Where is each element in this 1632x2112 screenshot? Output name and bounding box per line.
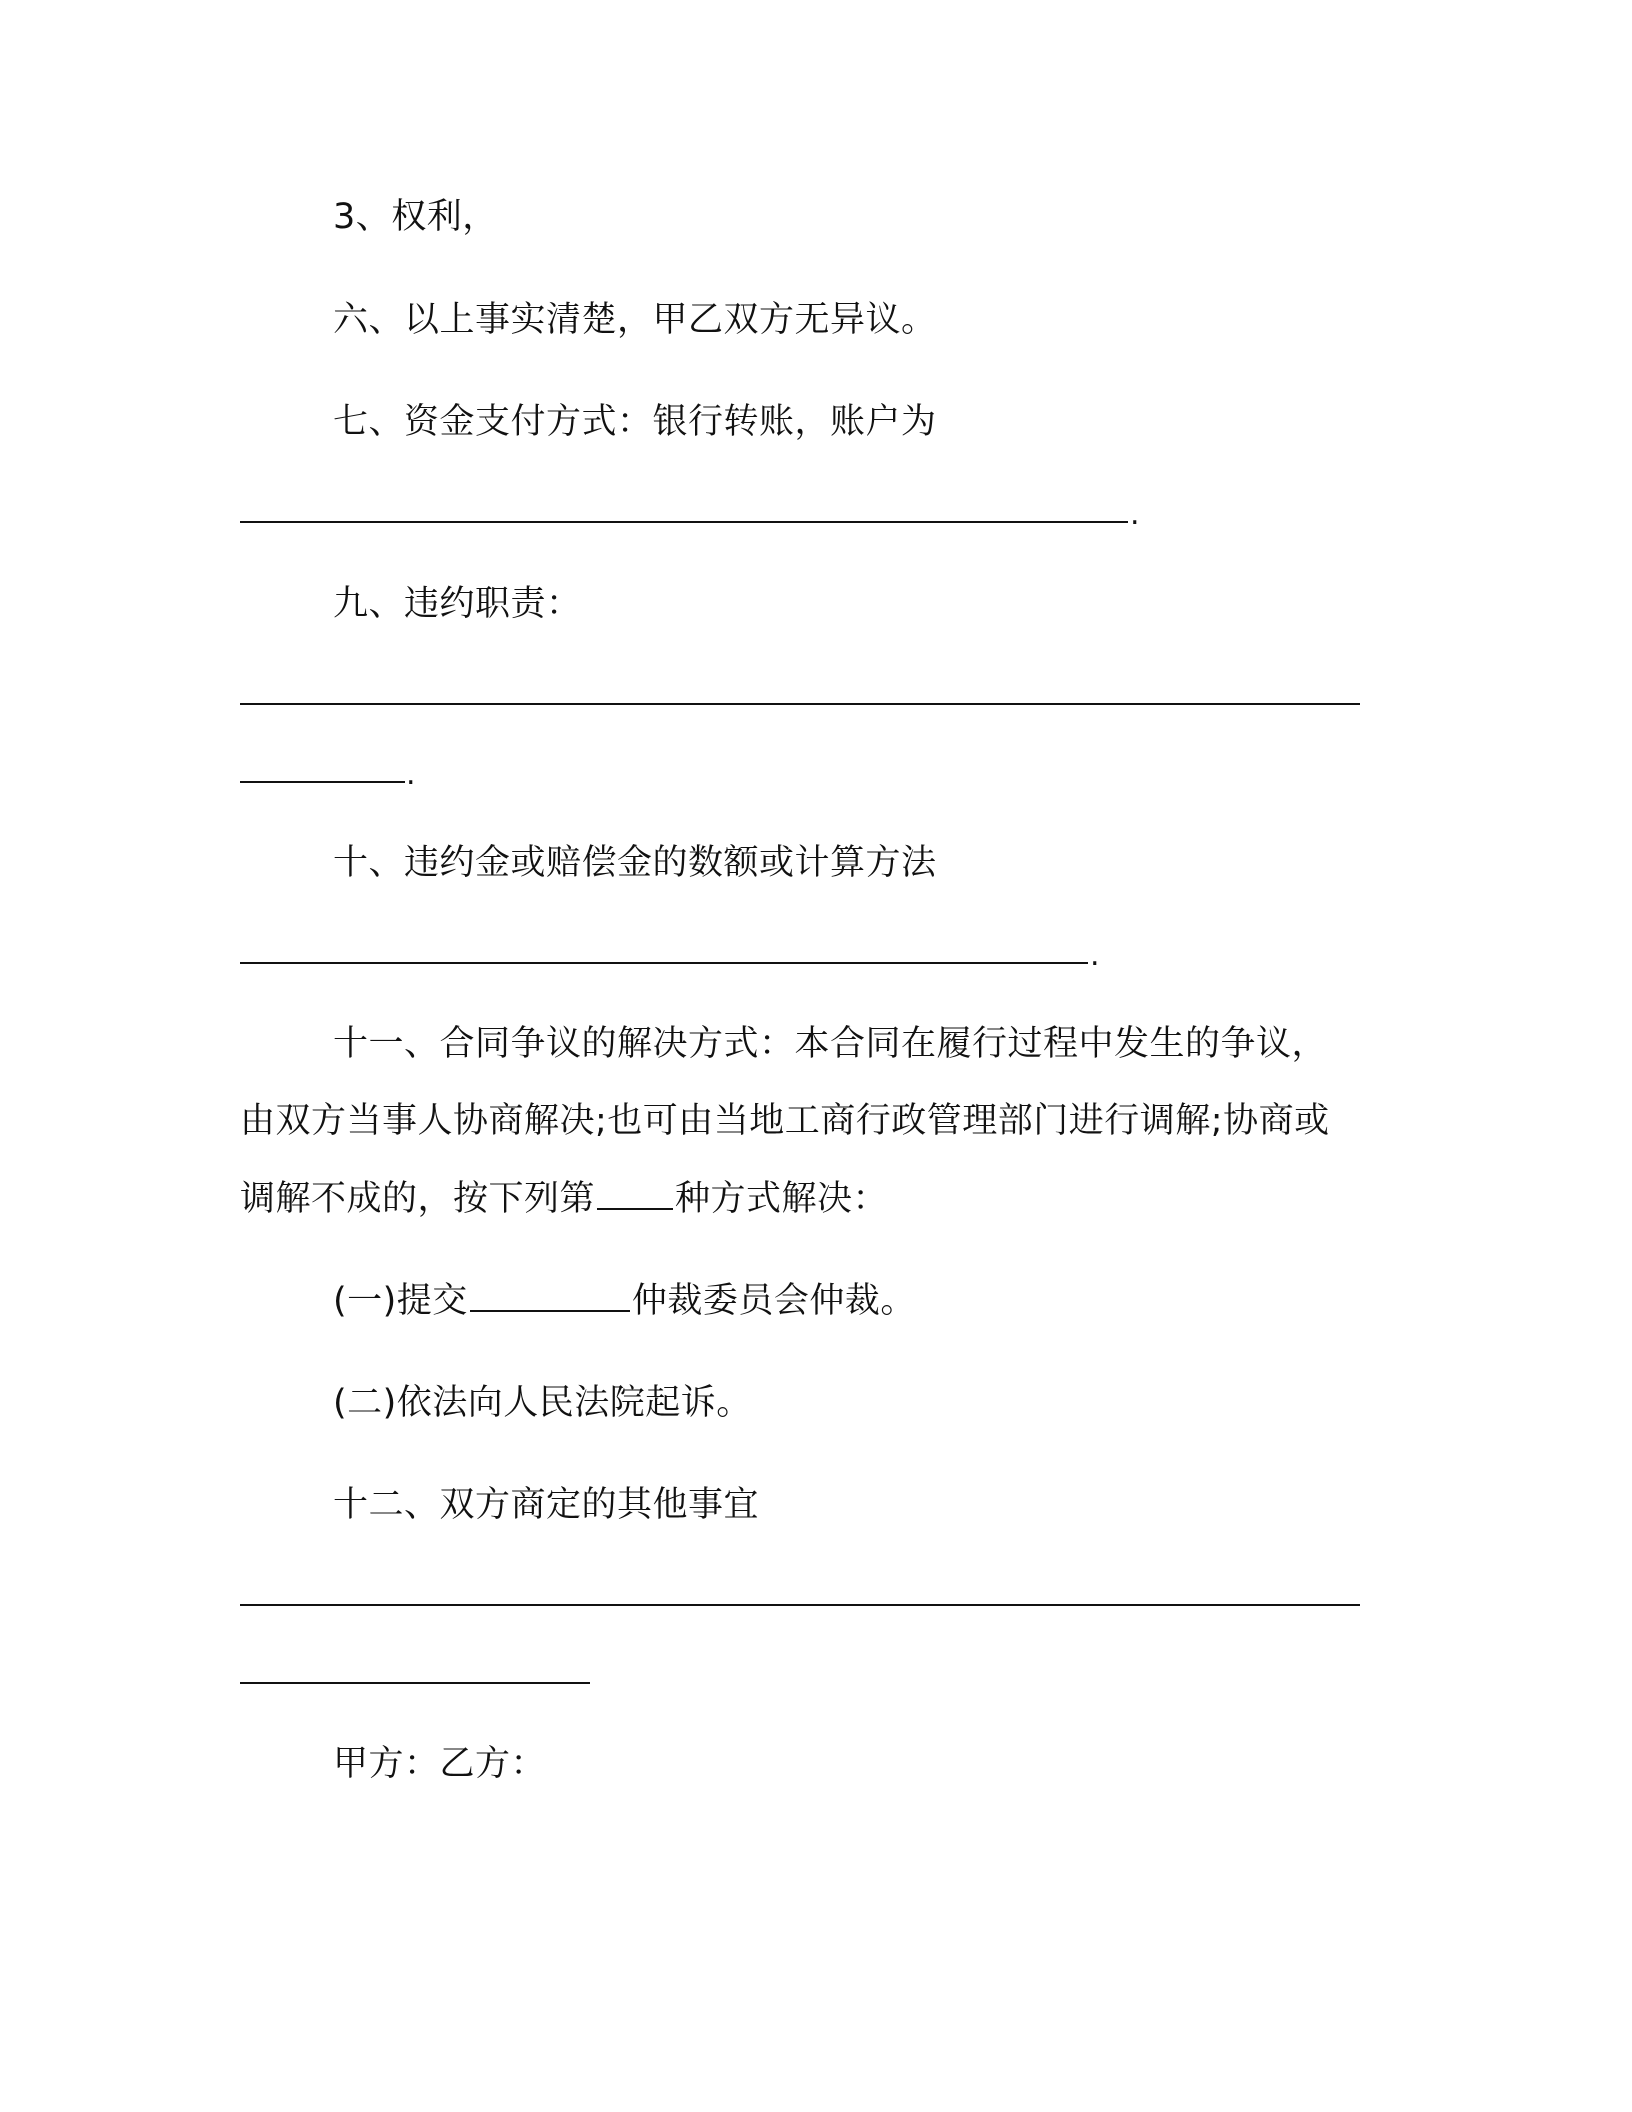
penalty-fill-period: . [1090,938,1100,973]
account-fill-period: . [1130,497,1140,532]
clause-twelve: 十二、双方商定的其他事宜 [333,1485,760,1525]
clause-nine: 九、违约职责： [333,584,582,624]
clause-seven: 七、资金支付方式：银行转账，账户为 [333,402,937,442]
clause-rights: 3、权利， [333,197,498,237]
method-number-blank [597,1178,673,1210]
other-matters-fill-line-2 [240,1682,590,1684]
arbitration-committee-blank [470,1280,630,1312]
option-one [333,1279,916,1323]
option-two: (二)依法向人民法院起诉。 [333,1383,752,1423]
other-matters-fill-line-1 [240,1604,1360,1606]
liability-fill-line-2 [240,781,405,783]
liability-fill-line-1 [240,703,1360,705]
clause-eleven-line-3 [240,1177,888,1221]
option-one-end: 仲裁委员会仲裁。 [631,1281,916,1321]
clause-eleven-line-2: 由双方当事人协商解决;也可由当地工商行政管理部门进行调解;协商或 [240,1101,1330,1141]
clause-eleven-line-1: 十一、合同争议的解决方式：本合同在履行过程中发生的争议， [333,1024,1328,1064]
option-one-start: (一)提交 [333,1281,468,1321]
account-fill-line [240,521,1128,523]
clause-eleven-line-3-end: 种方式解决： [675,1179,889,1219]
signature-line: 甲方：乙方： [333,1744,547,1784]
clause-eleven-line-3-start: 调解不成的，按下列第 [240,1179,596,1219]
clause-six: 六、以上事实清楚，甲乙双方无异议。 [333,300,937,340]
clause-ten: 十、违约金或赔偿金的数额或计算方法 [333,843,937,883]
liability-fill-period: . [406,757,416,792]
penalty-fill-line [240,962,1088,964]
